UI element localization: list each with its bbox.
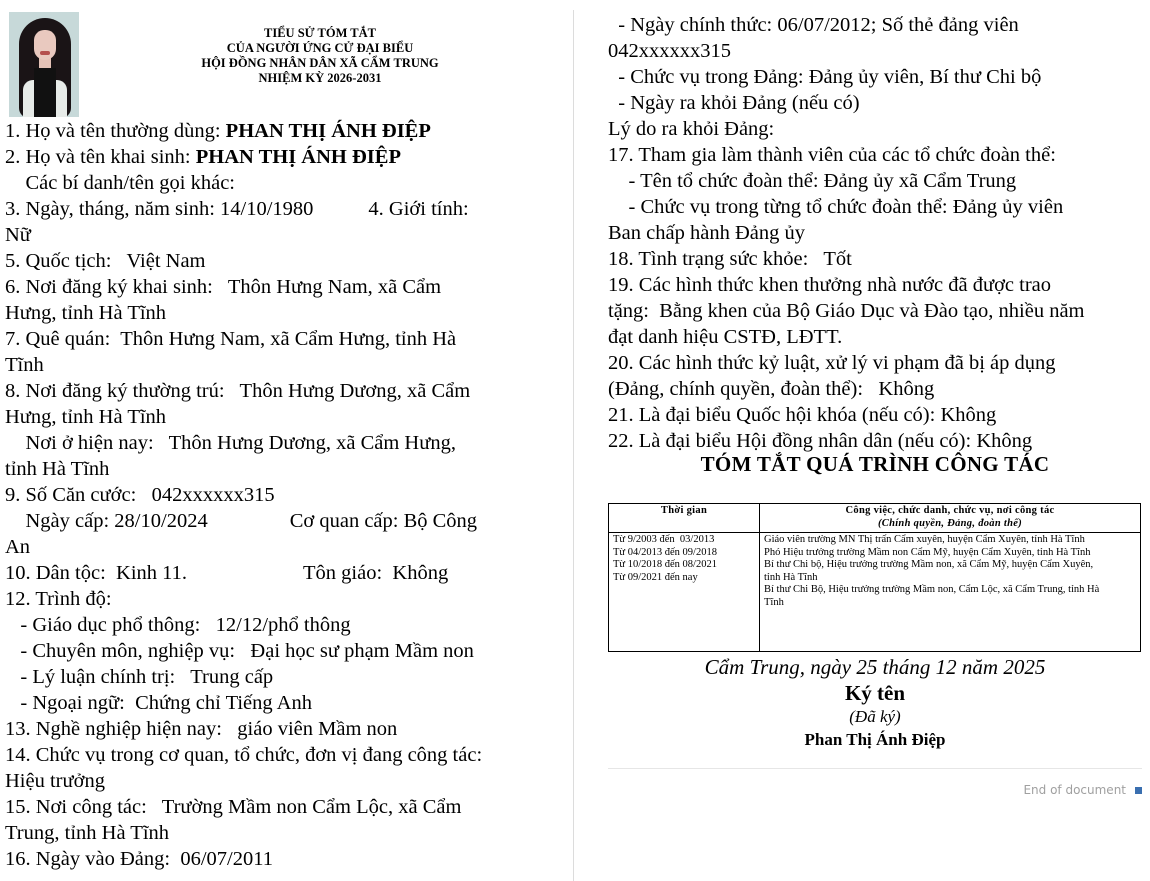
field-workplace-cont: Trung, tỉnh Hà Tĩnh	[5, 822, 170, 844]
field-common-name: 1. Họ và tên thường dùng: PHAN THỊ ÁNH ĐIỆP	[5, 120, 431, 142]
field-gender-value: Nữ	[5, 224, 31, 246]
field-id-issuer-cont: An	[5, 536, 31, 558]
field-position: 14. Chức vụ trong cơ quan, tổ chức, đơn vị đang công tác:	[5, 744, 483, 766]
field-general-education: - Giáo dục phổ thông: 12/12/phổ thông	[5, 614, 351, 636]
field-awards: 19. Các hình thức khen thưởng nhà nước đã được trao	[608, 274, 1052, 296]
field-birth-registration: 6. Nơi đăng ký khai sinh: Thôn Hưng Nam, xã Cẩm	[5, 276, 442, 298]
header-line: NHIỆM KỲ 2026-2031	[258, 71, 382, 85]
field-hometown: 7. Quê quán: Thôn Hưng Nam, xã Cẩm Hưng, tỉnh Hà	[5, 328, 457, 350]
field-political-theory: - Lý luận chính trị: Trung cấp	[5, 666, 274, 688]
table-row	[609, 533, 1141, 652]
field-position-value: Hiệu trưởng	[5, 770, 105, 792]
biography-fields-left	[5, 118, 570, 872]
field-dob-gender: 3. Ngày, tháng, năm sinh: 14/10/1980 4. Giới tính:	[5, 198, 469, 220]
left-column	[0, 0, 572, 881]
page-column-divider	[573, 10, 574, 881]
field-party-join-date: 16. Ngày vào Đảng: 06/07/2011	[5, 848, 273, 870]
field-current-residence: Nơi ở hiện nay: Thôn Hưng Dương, xã Cẩm Hưng,	[5, 432, 456, 454]
time-cell: Từ 9/2003 đến 03/2013 Từ 04/2013 đến 09/2018 Từ 10/2018 đến 08/2021 Từ 09/2021 đến nay	[609, 533, 760, 652]
end-marker-icon	[1135, 787, 1142, 794]
end-of-document	[1023, 783, 1142, 797]
document-header	[120, 26, 520, 86]
field-discipline-cont: (Đảng, chính quyền, đoàn thể): Không	[608, 378, 935, 400]
field-awards-cont2: đạt danh hiệu CSTĐ, LĐTT.	[608, 326, 843, 348]
work-history-table	[608, 503, 1141, 652]
biography-fields-right	[608, 12, 1148, 454]
field-awards-cont: tặng: Bằng khen của Bộ Giáo Dục và Đào tạo, nhiều năm	[608, 300, 1085, 322]
field-discipline: 20. Các hình thức kỷ luật, xử lý vi phạm đã bị áp dụng	[608, 352, 1056, 374]
field-birth-registration-cont: Hưng, tỉnh Hà Tĩnh	[5, 302, 167, 324]
field-workplace: 15. Nơi công tác: Trường Mầm non Cẩm Lộc, xã Cẩm	[5, 796, 462, 818]
end-divider	[608, 768, 1142, 769]
signature-block	[608, 654, 1142, 752]
table-header-row	[609, 504, 1141, 533]
header-line: HỘI ĐỒNG NHÂN DÂN XÃ CẨM TRUNG	[201, 56, 439, 70]
field-permanent-residence: 8. Nơi đăng ký thường trú: Thôn Hưng Dương, xã Cẩm	[5, 380, 471, 402]
field-ethnicity-religion: 10. Dân tộc: Kinh 11. Tôn giáo: Không	[5, 562, 449, 584]
field-occupation: 13. Nghề nghiệp hiện nay: giáo viên Mầm non	[5, 718, 398, 740]
header-line: CỦA NGƯỜI ỨNG CỬ ĐẠI BIỂU	[226, 41, 414, 55]
field-party-position: - Chức vụ trong Đảng: Đảng ủy viên, Bí thư Chi bộ	[608, 66, 1042, 88]
column-header-job: Công việc, chức danh, chức vụ, nơi công tác (Chính quyền, Đảng, đoàn thể)	[760, 504, 1141, 533]
candidate-photo	[9, 12, 79, 117]
field-id-issue: Ngày cấp: 28/10/2024 Cơ quan cấp: Bộ Công	[5, 510, 478, 532]
field-professional-degree: - Chuyên môn, nghiệp vụ: Đại học sư phạm Mầm non	[5, 640, 474, 662]
field-organizations: 17. Tham gia làm thành viên của các tổ chức đoàn thể:	[608, 144, 1056, 166]
field-party-leave-date: - Ngày ra khỏi Đảng (nếu có)	[608, 92, 860, 114]
work-history-title: TÓM TẮT QUÁ TRÌNH CÔNG TÁC	[700, 452, 1050, 476]
right-column	[608, 0, 1148, 881]
field-birth-name: 2. Họ và tên khai sinh: PHAN THỊ ÁNH ĐIỆP	[5, 146, 401, 168]
job-cell: Giáo viên trường MN Thị trấn Cẩm xuyên, huyện Cẩm Xuyên, tỉnh Hà Tĩnh Phó Hiệu trưởng trường Mầm non Cẩm Mỹ, huyện Cẩm Xuyên, tỉnh Hà Tĩnh Bí thư Chi bộ, Hiệu trưởng trường Mầm non, xã Cẩm Mỹ, huyện Cẩm Xuyên, tỉnh Hà Tĩnh Bí thư Chi Bộ, Hiệu trưởng trường Mầm non, Cẩm Lộc, xã Cẩm Trung, tỉnh Hà Tĩnh	[760, 533, 1141, 652]
signer-name: Phan Thị Ánh Điệp	[804, 730, 946, 749]
field-permanent-residence-cont: Hưng, tỉnh Hà Tĩnh	[5, 406, 167, 428]
sign-label: Ký tên	[844, 681, 906, 705]
field-id-number: 9. Số Căn cước: 042xxxxxx315	[5, 484, 275, 506]
field-education-heading: 12. Trình độ:	[5, 588, 112, 610]
field-nationality: 5. Quốc tịch: Việt Nam	[5, 250, 206, 272]
field-foreign-language: - Ngoại ngữ: Chứng chỉ Tiếng Anh	[5, 692, 312, 714]
field-organization-role: - Chức vụ trong từng tổ chức đoàn thể: Đảng ủy viên	[608, 196, 1064, 218]
field-national-assembly: 21. Là đại biểu Quốc hội khóa (nếu có): Không	[608, 404, 997, 426]
field-organization-name: - Tên tổ chức đoàn thể: Đảng ủy xã Cẩm Trung	[608, 170, 1017, 192]
common-name-value: PHAN THỊ ÁNH ĐIỆP	[225, 120, 431, 142]
field-party-official-date: - Ngày chính thức: 06/07/2012; Số thẻ đảng viên	[608, 14, 1019, 36]
field-health: 18. Tình trạng sức khỏe: Tốt	[608, 248, 852, 270]
field-hometown-cont: Tĩnh	[5, 354, 44, 376]
field-organization-role-cont: Ban chấp hành Đảng ủy	[608, 222, 805, 244]
place-date: Cẩm Trung, ngày 25 tháng 12 năm 2025	[704, 655, 1046, 679]
header-line: TIỂU SỬ TÓM TẮT	[264, 26, 376, 40]
end-of-document-label: End of document	[1023, 783, 1126, 797]
field-party-leave-reason: Lý do ra khỏi Đảng:	[608, 118, 775, 140]
birth-name-value: PHAN THỊ ÁNH ĐIỆP	[195, 146, 401, 168]
column-header-time: Thời gian	[609, 504, 760, 533]
field-aliases: Các bí danh/tên gọi khác:	[5, 172, 235, 194]
field-peoples-council: 22. Là đại biểu Hội đồng nhân dân (nếu có): Không	[608, 430, 1033, 452]
signed-note: (Đã ký)	[849, 707, 901, 726]
field-current-residence-cont: tỉnh Hà Tĩnh	[5, 458, 110, 480]
field-party-card-number: 042xxxxxx315	[608, 40, 731, 62]
